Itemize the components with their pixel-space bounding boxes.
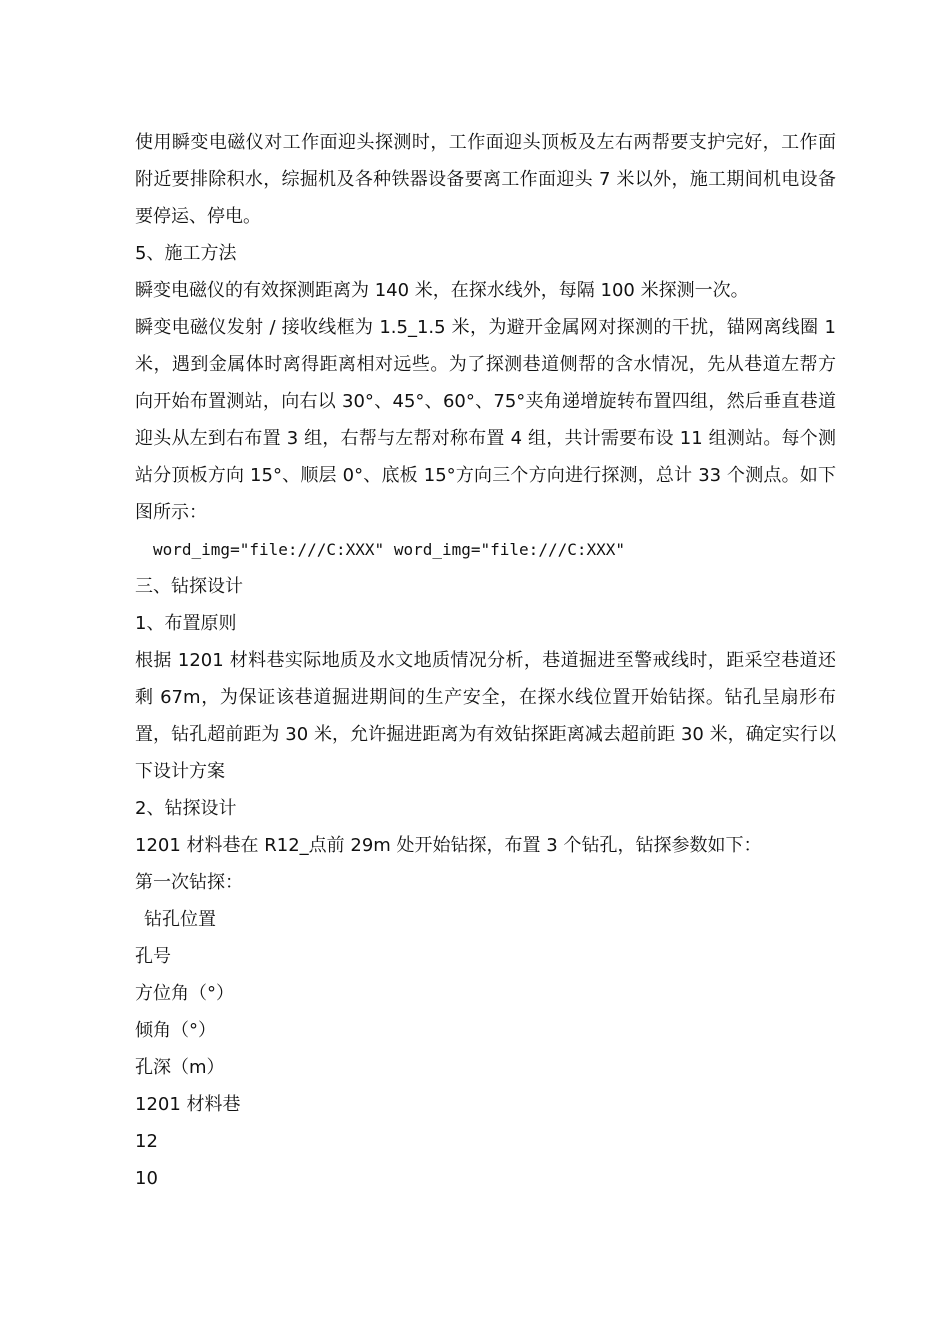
table-cell-position: 1201 材料巷	[135, 1094, 241, 1115]
paragraph-layout-principle: 根据 1201 材料巷实际地质及水文地质情况分析，巷道掘进至警戒线时，距采空巷道还剩 67m，为保证该巷道掘进期间的生产安全，在探水线位置开始钻探。钻孔呈扇形布置，钻孔超前距为 30 米，允许掘进距离为有效钻探距离减去超前距 30 米，确定实行以下设计方案	[135, 650, 836, 782]
paragraph-first-drilling: 第一次钻探：	[135, 872, 243, 893]
paragraph-station-layout: 瞬变电磁仪发射 / 接收线框为 1.5_1.5 米，为避开金属网对探测的干扰，锚网离线圈 1 米，遇到金属体时离得距离相对远些。为了探测巷道侧帮的含水情况，先从巷道左帮方向开始布置测站，向右以 30°、45°、60°、75°夹角递增旋转布置四组，然后垂直巷道迎头从左到右布置 3 组，右帮与左帮对称布置 4 组，共计需要布设 11 组测站。每个测站分顶板方向 15°、顺层 0°、底板 15°方向三个方向进行探测，总计 33 个测点。如下图所示：	[135, 317, 836, 523]
table-header-depth: 孔深（m）	[135, 1057, 225, 1078]
table-header-position: 钻孔位置	[144, 909, 216, 930]
table-header-hole-no: 孔号	[135, 946, 171, 967]
image-reference: word_img="file:///C:XXX" word_img="file:///C:XXX"	[153, 540, 626, 559]
heading-construction-method: 5、施工方法	[135, 243, 237, 264]
table-cell-value: 12	[135, 1131, 158, 1152]
table-header-dip: 倾角（°）	[135, 1020, 216, 1041]
document-body	[114, 124, 836, 1197]
heading-drill-design: 2、钻探设计	[135, 798, 237, 819]
paragraph-detection-distance: 瞬变电磁仪的有效探测距离为 140 米，在探水线外，每隔 100 米探测一次。	[135, 280, 749, 301]
table-cell-value: 10	[135, 1168, 158, 1189]
drilling-parameter-table	[114, 901, 836, 1197]
table-header-azimuth: 方位角（°）	[135, 983, 234, 1004]
paragraph-drill-start: 1201 材料巷在 R12_点前 29m 处开始钻探，布置 3 个钻孔，钻探参数如下：	[135, 835, 762, 856]
heading-layout-principle: 1、布置原则	[135, 613, 237, 634]
heading-drilling-design: 三、钻探设计	[135, 576, 243, 597]
paragraph-tem-safety: 使用瞬变电磁仪对工作面迎头探测时，工作面迎头顶板及左右两帮要支护完好，工作面附近要排除积水，综掘机及各种铁器设备要离工作面迎头 7 米以外，施工期间机电设备要停运、停电。	[135, 132, 836, 227]
